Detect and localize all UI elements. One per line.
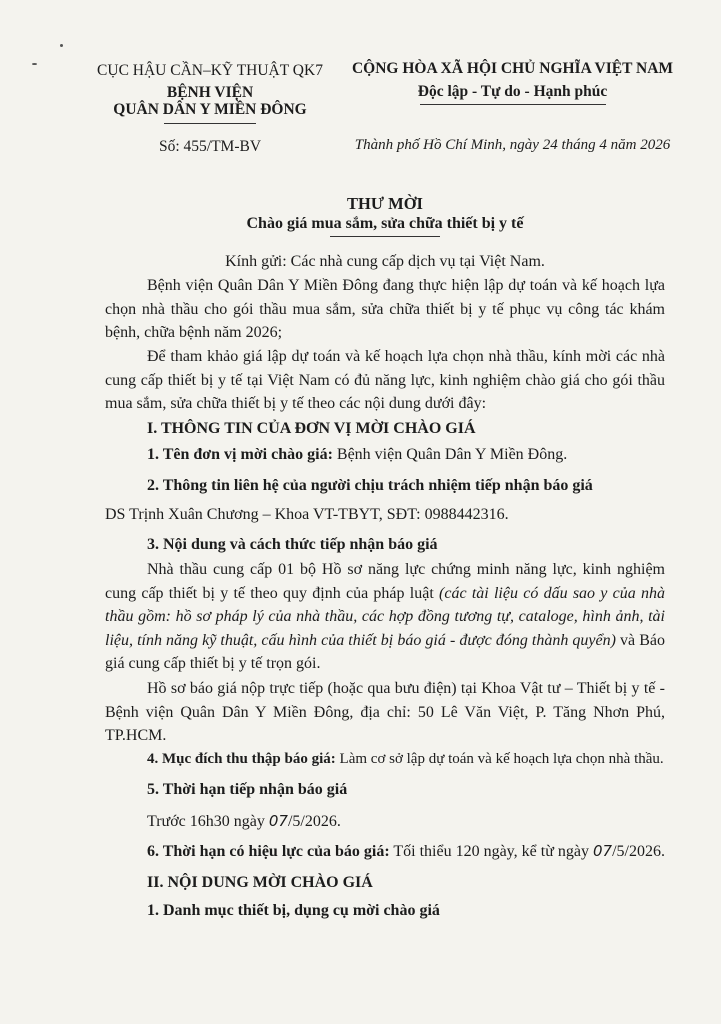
section-1-item-5-label: 5. Thời hạn tiếp nhận báo giá bbox=[147, 781, 348, 798]
letter-title: THƯ MỜI bbox=[347, 194, 423, 213]
item-3-p1-tail: và Báo giá cung cấp thiết bị y tế trọn gói. bbox=[105, 631, 666, 672]
section-1-item-2-value: DS Trịnh Xuân Chương – Khoa VT-TBYT, SĐT: 0988442316. bbox=[105, 506, 509, 523]
item-4-label: 4. Mục đích thu thập báo giá: bbox=[147, 751, 336, 767]
recipient-line: Kính gửi: Các nhà cung cấp dịch vụ tại Việt Nam. bbox=[225, 253, 545, 270]
place-date: Thành phố Hồ Chí Minh, ngày 24 tháng 4 năm 2026 bbox=[354, 137, 671, 153]
section-1-item-2-label: 2. Thông tin liên hệ của người chịu trách nhiệm tiếp nhận báo giá bbox=[147, 477, 593, 494]
item-5-handwritten-day: 07 bbox=[268, 812, 288, 830]
item-6-handwritten-day: 07 bbox=[592, 842, 613, 860]
section-2-heading: II. NỘI DUNG MỜI CHÀO GIÁ bbox=[147, 874, 373, 891]
section-1-item-5-value bbox=[147, 810, 341, 834]
national-motto: Độc lập - Tự do - Hạnh phúc bbox=[417, 83, 608, 100]
item-5-prefix: Trước 16h30 ngày bbox=[147, 813, 269, 830]
item-3-p1-text: Nhà thầu cung cấp 01 bộ Hồ sơ năng lực chứng minh năng lực, kinh nghiệm cung cấp thiết bị y tế theo quy định của pháp luật bbox=[105, 561, 665, 602]
item-6-suffix: /5/2026. bbox=[612, 843, 665, 860]
intro-paragraph-1-text: Bệnh viện Quân Dân Y Miền Đông đang thực hiện lập dự toán và kế hoạch lựa chọn nhà thầu cho gói thầu mua sắm, sửa chữa thiết bị y tế phục vụ công tác khám bệnh, chữa bệnh năm 2026; bbox=[105, 277, 665, 341]
intro-paragraph-2 bbox=[105, 345, 665, 416]
document-number: Số: 455/TM-BV bbox=[158, 138, 262, 155]
org-name-line-1: BỆNH VIỆN bbox=[166, 84, 254, 101]
intro-paragraph-1 bbox=[105, 274, 665, 345]
scan-speck bbox=[60, 44, 63, 47]
motto-underline bbox=[420, 104, 606, 105]
intro-paragraph-2-text: Để tham khảo giá lập dự toán và kế hoạch lựa chọn nhà thầu, kính mời các nhà cung cấp thiết bị y tế tại Việt Nam có đủ năng lực, kinh nghiệm chào giá cho gói thầu mua sắm, sửa chữa thiết bị y tế theo các nội dung dưới đây: bbox=[105, 348, 665, 412]
section-2-item-1: 1. Danh mục thiết bị, dụng cụ mời chào giá bbox=[147, 902, 440, 919]
org-underline bbox=[164, 123, 256, 124]
item-3-paragraph-1 bbox=[105, 558, 665, 676]
section-1-item-4 bbox=[147, 748, 664, 772]
section-1-item-3-label: 3. Nội dung và cách thức tiếp nhận báo giá bbox=[147, 536, 438, 553]
org-name-line-2: QUÂN DÂN Y MIỀN ĐÔNG bbox=[113, 101, 307, 118]
letter-subtitle: Chào giá mua sắm, sửa chữa thiết bị y tế bbox=[246, 215, 524, 232]
item-1-label: 1. Tên đơn vị mời chào giá: bbox=[147, 446, 333, 463]
scan-speck bbox=[32, 63, 37, 65]
item-1-value: Bệnh viện Quân Dân Y Miền Đông. bbox=[332, 446, 568, 463]
item-5-suffix: /5/2026. bbox=[287, 813, 341, 830]
section-1-item-1 bbox=[147, 443, 567, 467]
country-name: CỘNG HÒA XÃ HỘI CHỦ NGHĨA VIỆT NAM bbox=[351, 60, 674, 77]
item-3-p1-italic: (các tài liệu có dấu sao y của nhà thầu gồm: hồ sơ pháp lý của nhà thầu, các hợp đồng tương tự, cataloge, hình ảnh, tài liệu, tính năng kỹ thuật, cấu hình của thiết bị báo giá - được đóng thành quyển) bbox=[105, 584, 665, 649]
item-4-value: Làm cơ sở lập dự toán và kế hoạch lựa chọn nhà thầu. bbox=[335, 751, 664, 767]
item-6-prefix: Tối thiểu 120 ngày, kể từ ngày bbox=[389, 843, 593, 860]
item-3-p2-text: Hồ sơ báo giá nộp trực tiếp (hoặc qua bưu điện) tại Khoa Vật tư – Thiết bị y tế - Bệnh viện Quân Dân Y Miền Đông, địa chỉ: 50 Lê Văn Việt, P. Tăng Nhơn Phú, TP.HCM. bbox=[105, 680, 665, 744]
section-1-item-6 bbox=[147, 840, 665, 864]
item-3-paragraph-2 bbox=[105, 677, 665, 748]
item-6-label: 6. Thời hạn có hiệu lực của báo giá: bbox=[147, 843, 390, 860]
org-parent: CỤC HẬU CẦN–KỸ THUẬT QK7 bbox=[97, 62, 323, 79]
section-1-heading: I. THÔNG TIN CỦA ĐƠN VỊ MỜI CHÀO GIÁ bbox=[147, 420, 476, 437]
subtitle-underline bbox=[330, 236, 440, 237]
